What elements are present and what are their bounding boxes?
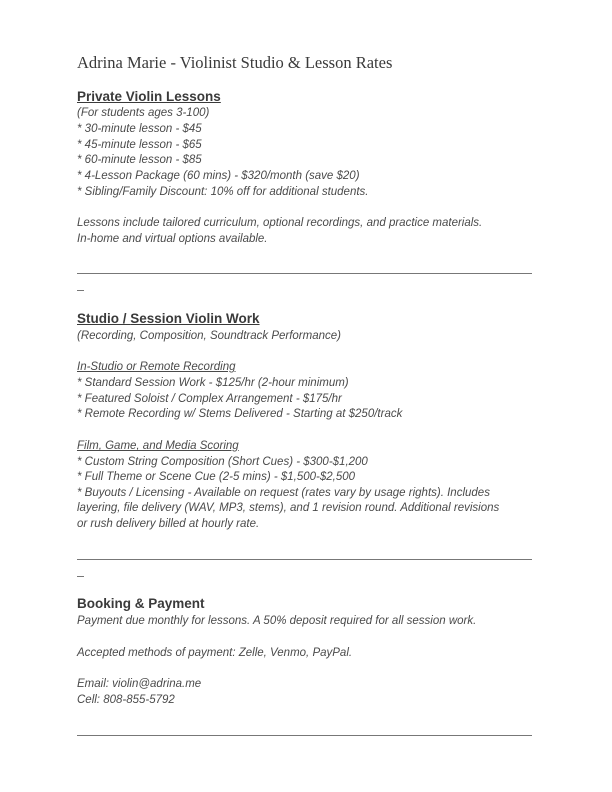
scoring-heading: Film, Game, and Media Scoring [77, 440, 239, 452]
lessons-note: In-home and virtual options available. [77, 233, 268, 245]
booking-heading: Booking & Payment [77, 596, 205, 611]
buyout-line: layering, file delivery (WAV, MP3, stems), and 1 revision round. Additional revisions [77, 502, 500, 514]
lesson-rate-item: * Sibling/Family Discount: 10% off for additional students. [77, 186, 369, 198]
lessons-heading: Private Violin Lessons [77, 89, 221, 104]
contact-cell: Cell: 808-855-5792 [77, 694, 175, 706]
buyout-line: * Buyouts / Licensing - Available on request (rates vary by usage rights). Includes [77, 487, 490, 499]
booking-payment: Payment due monthly for lessons. A 50% deposit required for all session work. [77, 615, 477, 627]
session-heading [77, 311, 260, 326]
lessons-note: Lessons include tailored curriculum, optional recordings, and practice materials. [77, 217, 483, 229]
lessons-ages: (For students ages 3-100) [77, 107, 210, 119]
session-subtitle: (Recording, Composition, Soundtrack Performance) [77, 330, 341, 342]
contact-email: Email: violin@adrina.me [77, 678, 202, 690]
session-heading-sep: / [119, 311, 131, 326]
lesson-rate-item: * 60-minute lesson - $85 [77, 154, 202, 166]
page-title: Adrina Marie - Violinist Studio & Lesson Rates [77, 53, 393, 72]
section-divider-tail [77, 290, 84, 291]
recording-rate-item: * Featured Soloist / Complex Arrangement - $175/hr [77, 393, 342, 405]
buyout-line: or rush delivery billed at hourly rate. [77, 518, 260, 530]
recording-rate-item: * Remote Recording w/ Stems Delivered - Starting at $250/track [77, 408, 403, 420]
booking-methods: Accepted methods of payment: Zelle, Venmo, PayPal. [77, 647, 353, 659]
lesson-rate-item: * 4-Lesson Package (60 mins) - $320/month (save $20) [77, 170, 360, 182]
session-heading-part1: Studio [77, 311, 119, 326]
section-divider-tail [77, 576, 84, 577]
lesson-rate-item: * 45-minute lesson - $65 [77, 139, 202, 151]
section-divider [77, 735, 532, 736]
section-divider [77, 273, 532, 274]
recording-rate-item: * Standard Session Work - $125/hr (2-hour minimum) [77, 377, 349, 389]
recording-heading: In-Studio or Remote Recording [77, 361, 236, 373]
lesson-rate-item: * 30-minute lesson - $45 [77, 123, 202, 135]
session-heading-part2: Session Violin Work [130, 311, 260, 326]
scoring-rate-item: * Full Theme or Scene Cue (2-5 mins) - $1,500-$2,500 [77, 471, 356, 483]
section-divider [77, 559, 532, 560]
scoring-rate-item: * Custom String Composition (Short Cues) - $300-$1,200 [77, 456, 368, 468]
